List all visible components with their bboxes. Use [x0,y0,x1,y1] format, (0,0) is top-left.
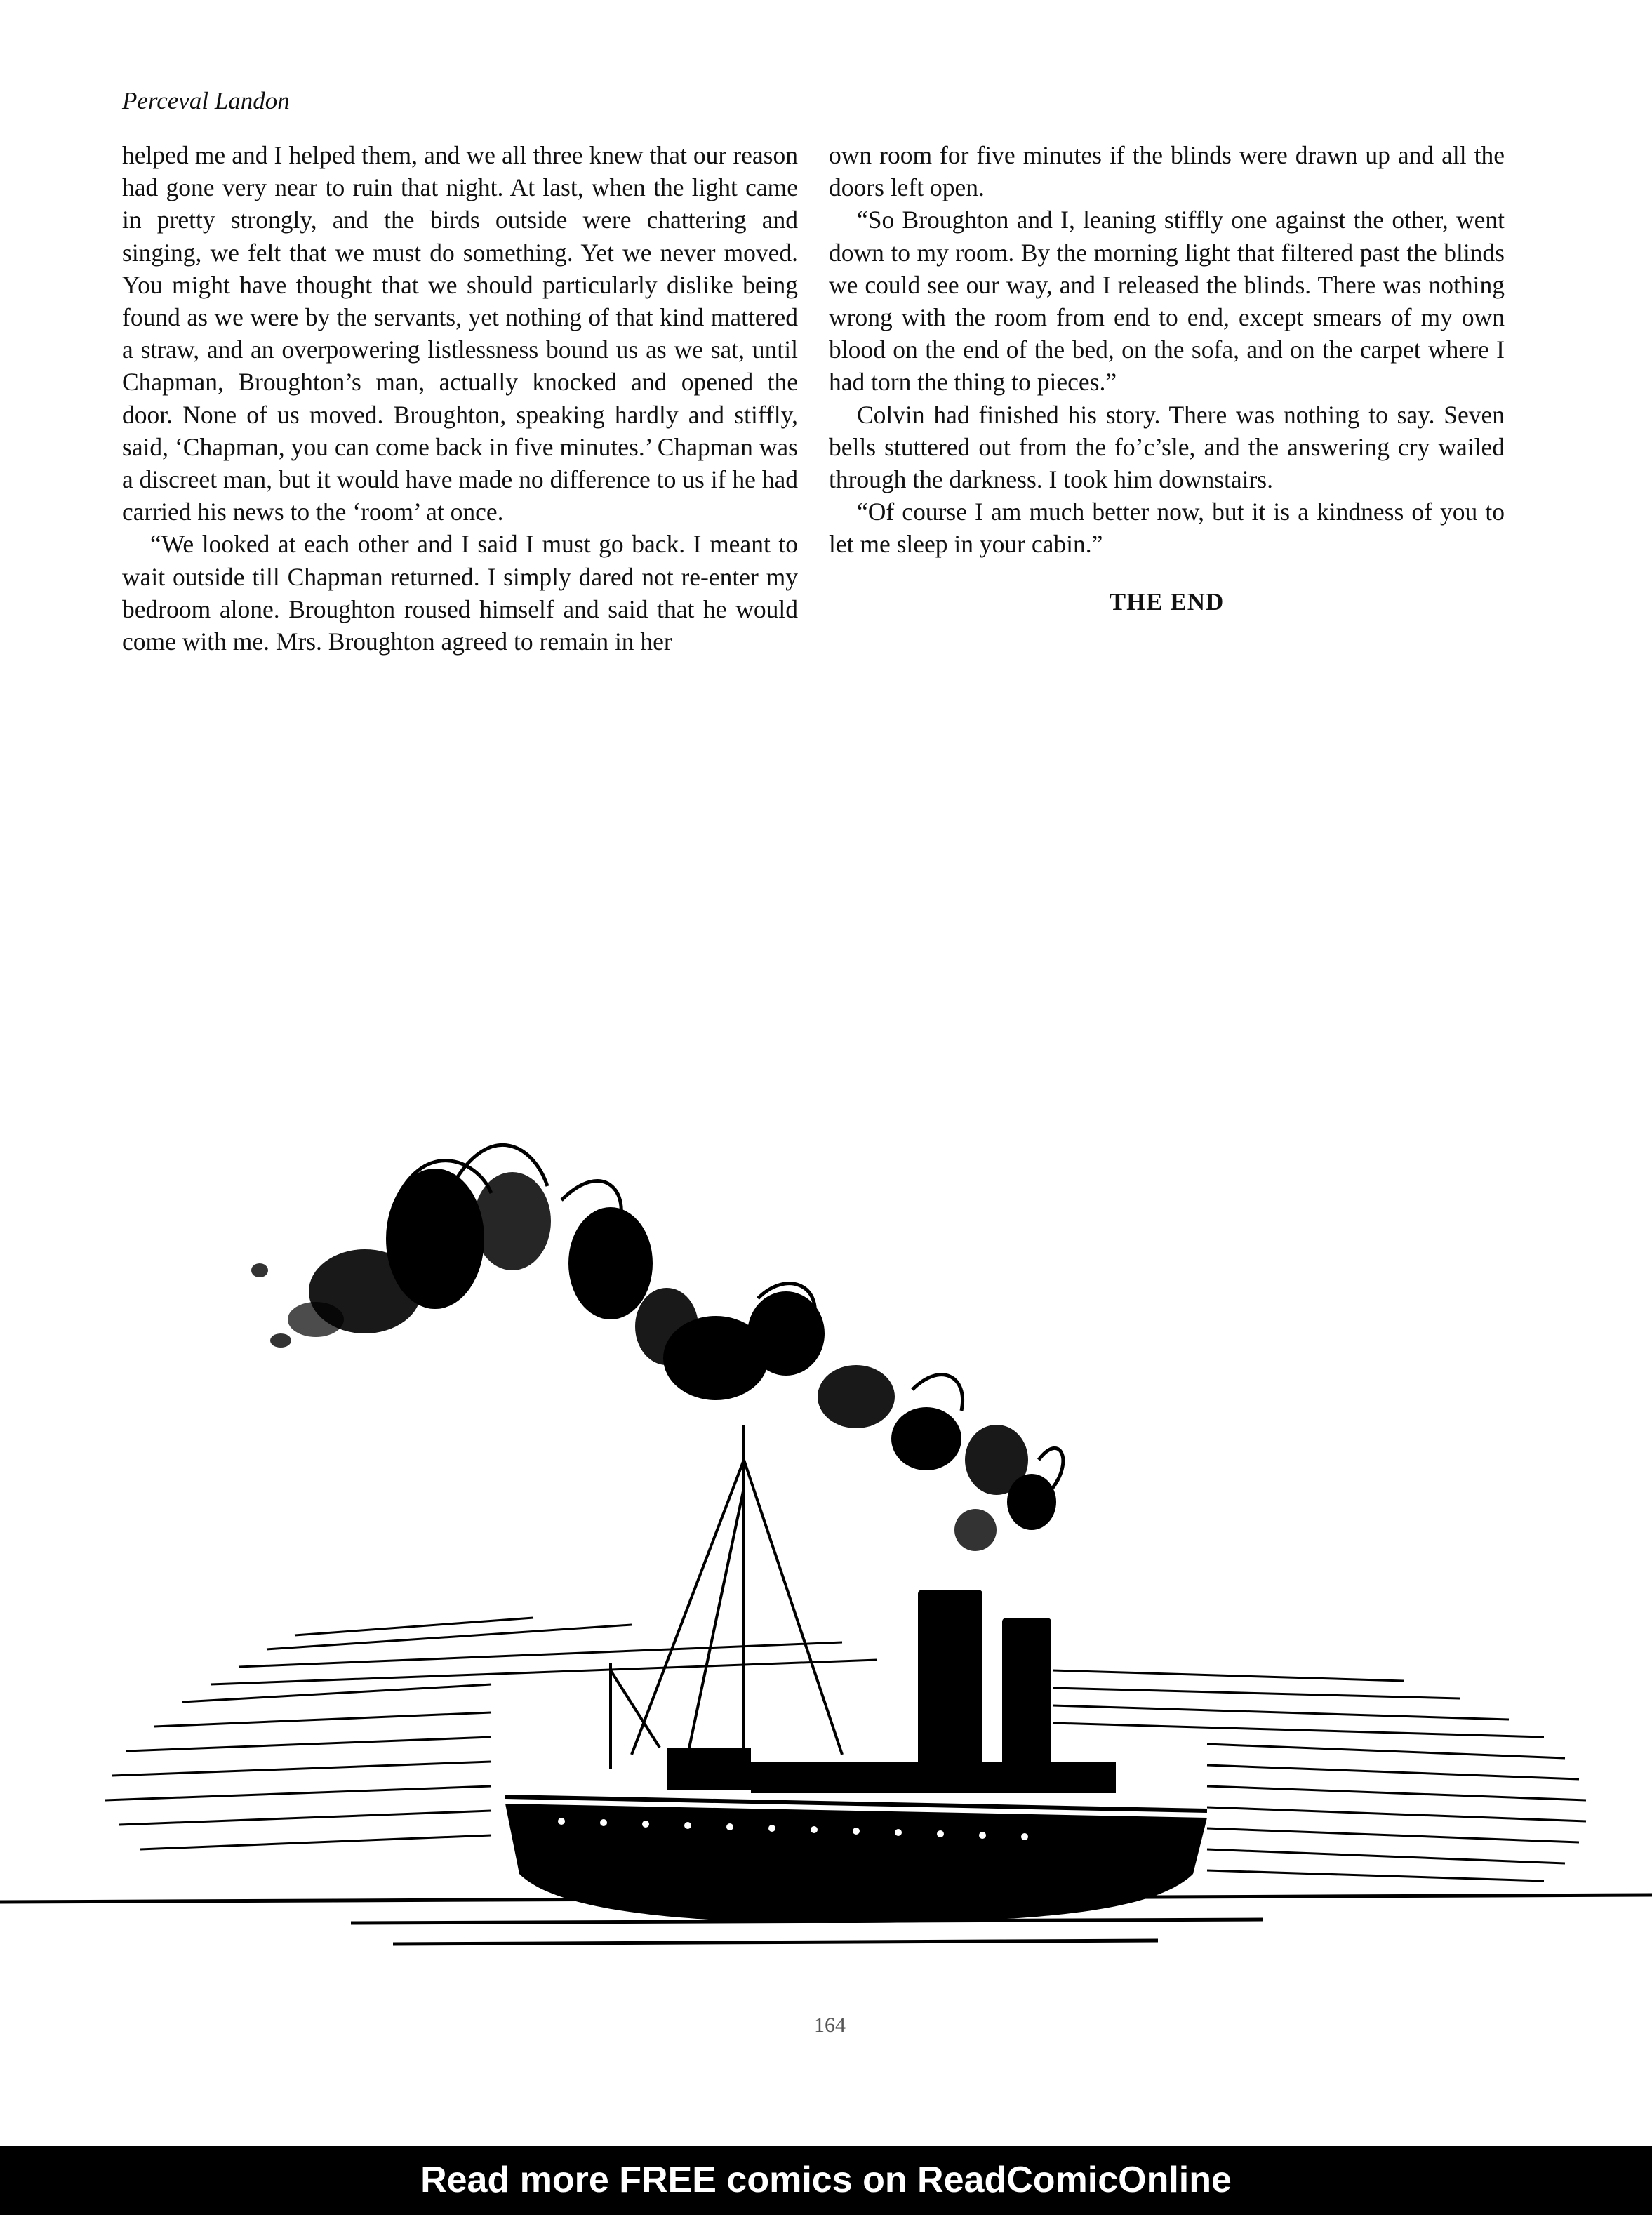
paragraph: “Of course I am much better now, but it is a kindness of you to let me sleep in your cabin.” [829,498,1505,559]
text-column-left [122,139,798,658]
paragraph: helped me and I helped them, and we all three knew that our reason had gone very near to ruin that night. At last, when the light came in pretty strongly, and the birds outside were chattering and singing, we felt that we must do something. Yet we never moved. You might have thought that we should particularly dislike being found as we were by the servants, yet nothing of that kind mattered a straw, and an overpowering listlessness bound us as we sat, until Chapman, Broughton’s man, actually knocked and opened the door. None of us moved. Broughton, speaking hardly and stiffly, said, ‘Chapman, you can come back in five minutes.’ Chapman was a discreet man, but it would have made no difference to us if he had carried his news to the ‘room’ at once. [122,141,798,526]
steamship-illustration [0,1095,1652,2091]
the-end-heading: THE END [1109,587,1225,616]
paragraph: “So Broughton and I, leaning stiffly one against the other, went down to my room. By the morning light that filtered past the blinds we could see our way, and I released the blinds. There was nothing wrong with the room from end to end, except smears of my own blood on the end of the bed, on the sofa, and on the carpet where I had torn the thing to pieces.” [829,206,1505,397]
smoke-plume [251,1169,1056,1551]
ship-hull [505,1804,1207,1923]
text-column-right [829,139,1505,618]
mast-rigging [611,1425,842,1769]
paragraph: Colvin had finished his story. There was nothing to say. Seven bells stuttered out from the fo’c’sle, and the answering cry wailed through the darkness. I took him downstairs. [829,400,1505,494]
page-number: 164 [814,2014,846,2037]
running-head-author: Perceval Landon [122,87,290,114]
paragraph: “We looked at each other and I said I must go back. I meant to wait outside till Chapman returned. I simply dared not re-enter my bedroom alone. Broughton roused himself and said that he would come with me. Mrs. Broughton agreed to remain in her [122,530,798,656]
paragraph: own room for five minutes if the blinds were drawn up and all the doors left open. [829,141,1505,202]
read-more-banner[interactable]: Read more FREE comics on ReadComicOnline [0,2146,1652,2215]
funnels [918,1590,1051,1776]
